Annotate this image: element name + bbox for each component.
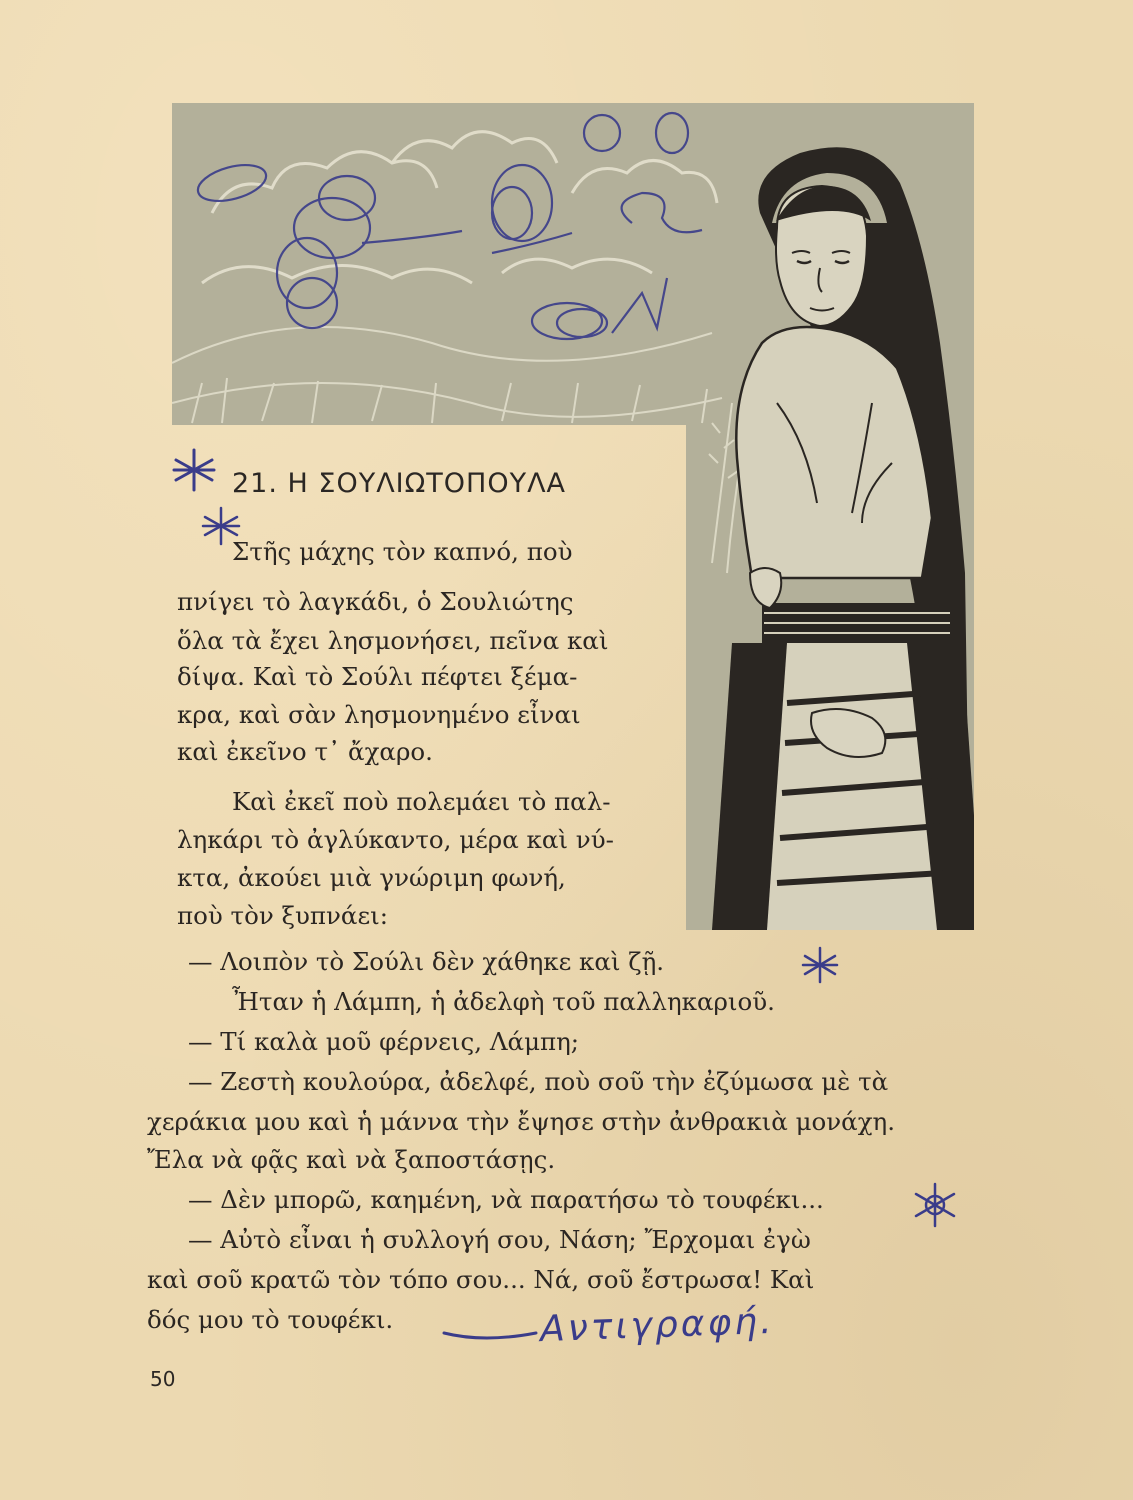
asterisk-mark-icon xyxy=(800,945,840,985)
body-line: κρα, καὶ σὰν λησμονημένο εἶναι xyxy=(177,700,581,729)
body-line: — Λοιπὸν τὸ Σούλι δὲν χάθηκε καὶ ζῇ. xyxy=(188,947,665,976)
body-line: πνίγει τὸ λαγκάδι, ὁ Σουλιώτης xyxy=(177,587,574,616)
pen-stroke-icon xyxy=(440,1315,540,1345)
asterisk-mark-icon xyxy=(910,1180,960,1230)
body-line: κτα, ἀκούει μιὰ γνώριμη φωνή, xyxy=(177,863,566,892)
body-line: δός μου τὸ τουφέκι. xyxy=(147,1305,394,1334)
body-line: καὶ σοῦ κρατῶ τὸν τόπο σου... Νά, σοῦ ἔστρωσα! Καὶ xyxy=(147,1265,815,1294)
body-line: δίψα. Καὶ τὸ Σούλι πέφτει ξέμα- xyxy=(177,662,578,691)
body-line: ὅλα τὰ ἔχει λησμονήσει, πεῖνα καὶ xyxy=(177,626,609,655)
body-line: — Αὐτὸ εἶναι ἡ συλλογή σου, Νάση; Ἔρχομαι ἐγὼ xyxy=(188,1225,811,1254)
body-line: ποὺ τὸν ξυπνάει: xyxy=(177,901,389,930)
handwritten-note: Αντιγραφή. xyxy=(539,1300,776,1351)
body-line: χεράκια μου καὶ ἡ μάννα τὴν ἔψησε στὴν ἀνθρακιὰ μονάχη. xyxy=(147,1107,896,1136)
body-line: καὶ ἐκεῖνο τ᾽ ἄχαρο. xyxy=(177,737,433,766)
body-line: — Τί καλὰ μοῦ φέρνεις, Λάμπη; xyxy=(188,1027,580,1056)
body-line: Καὶ ἐκεῖ ποὺ πολεμάει τὸ παλ- xyxy=(232,787,611,816)
asterisk-mark-icon xyxy=(170,446,218,494)
body-line: ληκάρι τὸ ἀγλύκαντο, μέρα καὶ νύ- xyxy=(177,825,614,854)
body-line: — Ζεστὴ κουλούρα, ἀδελφέ, ποὺ σοῦ τὴν ἐζύμωσα μὲ τὰ xyxy=(188,1067,889,1096)
body-line: Στῆς μάχης τὸν καπνό, ποὺ xyxy=(232,537,573,566)
body-line: Ἔλα νὰ φᾷς καὶ νὰ ξαποστάσῃς. xyxy=(147,1145,556,1174)
body-line: — Δὲν μπορῶ, καημένη, νὰ παρατήσω τὸ τουφέκι... xyxy=(188,1185,824,1214)
body-line: Ἦταν ἡ Λάμπη, ἡ ἀδελφὴ τοῦ παλληκαριοῦ. xyxy=(232,987,775,1016)
page-number: 50 xyxy=(150,1367,176,1391)
chapter-title: 21. Η ΣΟΥΛΙΩΤΟΠΟΥΛΑ xyxy=(232,468,567,499)
